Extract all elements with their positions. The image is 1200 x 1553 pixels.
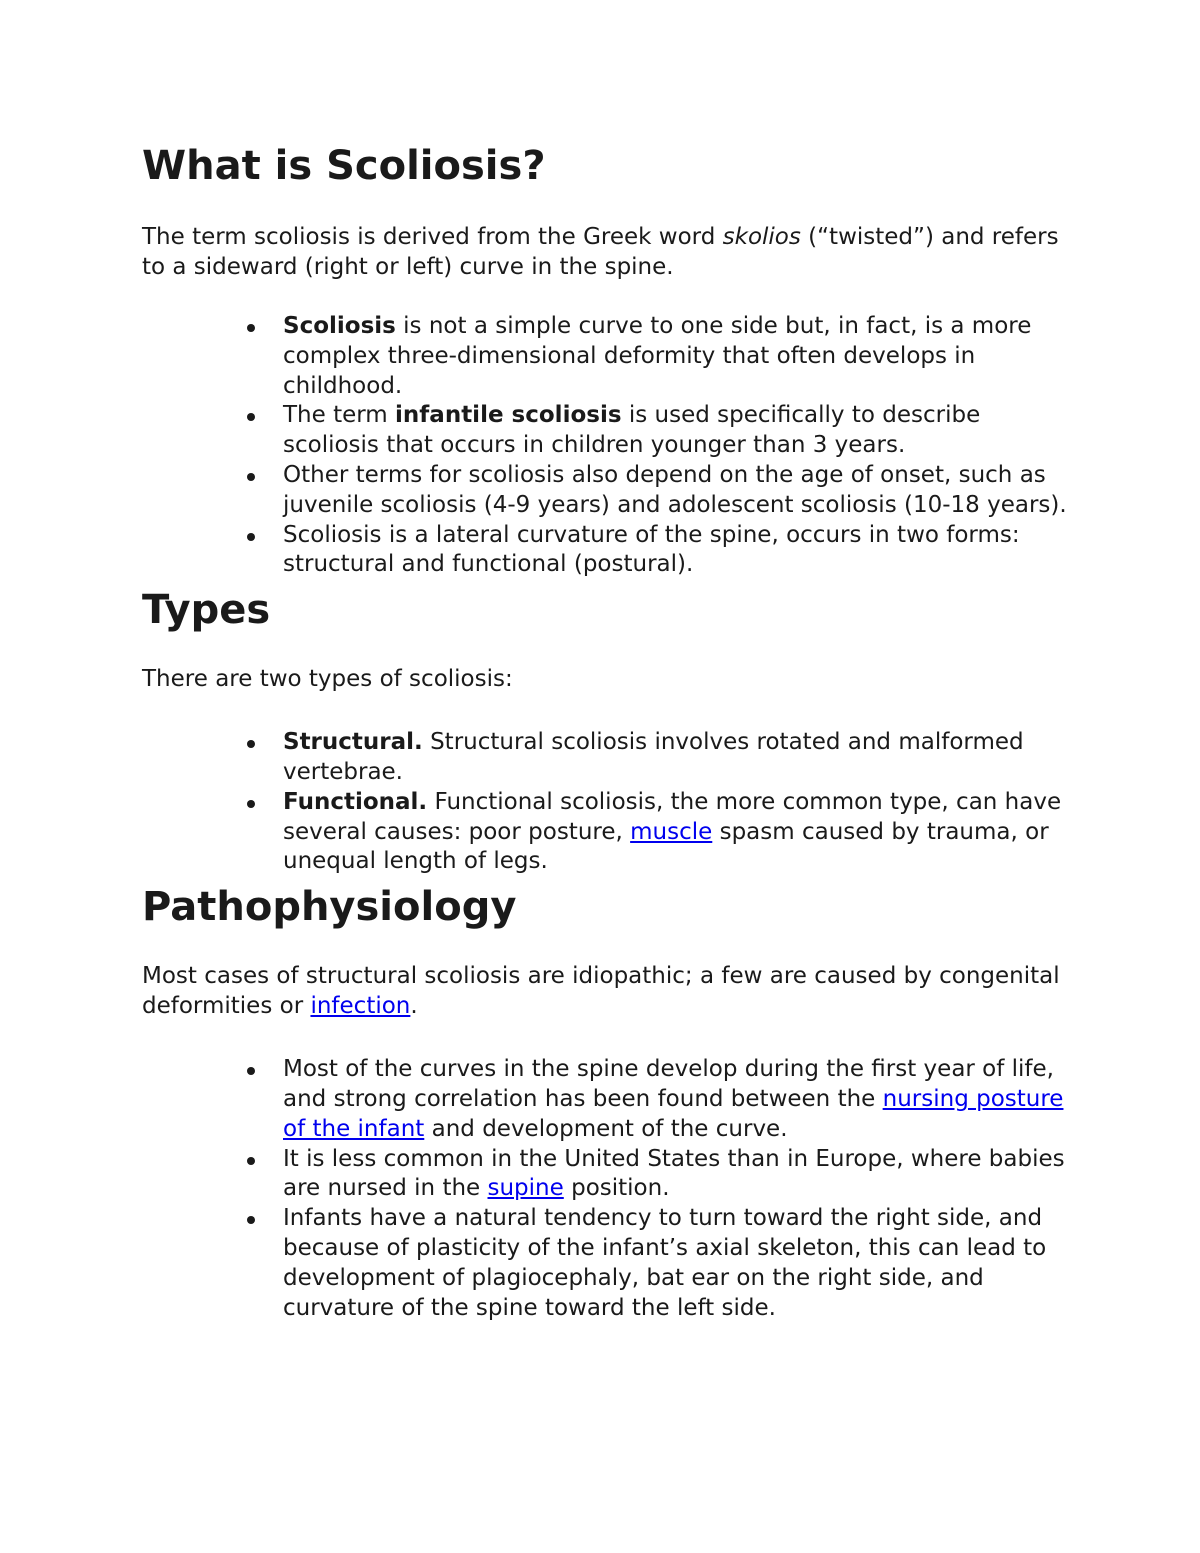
types-intro: There are two types of scoliosis: (142, 666, 513, 693)
list-item (283, 312, 1067, 401)
intro-text-2: (“twisted”) and refers to a sideward (right or left) curve in the spine. (142, 224, 1059, 280)
list-item (283, 1145, 1067, 1205)
item-text: Scoliosis is a lateral curvature of the spine, occurs in two forms: structural and functional (postural). (283, 521, 1020, 578)
heading-pathophysiology: Pathophysiology (142, 884, 517, 931)
intro-text-1: Most cases of structural scoliosis are idiopathic; a few are caused by congenital deformities or (142, 963, 1060, 1020)
item-text: position. (563, 1175, 670, 1202)
supine-link[interactable]: supine (487, 1175, 564, 1202)
document-page (142, 140, 1067, 1323)
intro-paragraph (142, 222, 1067, 282)
list-item (283, 401, 1067, 461)
what-bullet-list (142, 312, 1067, 580)
item-text: Functional scoliosis, the more common type, can have several causes: poor posture, (283, 788, 1062, 845)
item-text: Infants have a natural tendency to turn toward the right side, and because of plasticity of the infant’s axial skeleton, this can lead to development of plagiocephaly, bat ear on the right side, and curvature of the spine toward the left side. (283, 1205, 1047, 1321)
item-text: Most of the curves in the spine develop during the first year of life, and strong correlation has been found between the (283, 1056, 1054, 1112)
item-text: spasm caused by trauma, or unequal length of legs. (283, 818, 1049, 875)
item-text: Other terms for scoliosis also depend on the age of onset, such as juvenile scoliosis (4-9 years) and adolescent scoliosis (10-18 years). (283, 461, 1067, 518)
bold-term: Functional. (283, 788, 428, 815)
heading-types: Types (142, 587, 271, 634)
intro-greek-word: skolios (722, 224, 801, 250)
types-bullet-list (142, 728, 1067, 877)
item-text: and development of the curve. (424, 1115, 788, 1142)
item-text: is used specifically to describe scoliosis that occurs in children younger than 3 years. (283, 402, 981, 459)
list-item (283, 461, 1067, 521)
infection-link[interactable]: infection (310, 993, 411, 1020)
intro-text-2: . (410, 993, 418, 1020)
list-item (283, 521, 1067, 581)
muscle-link[interactable]: muscle (630, 818, 713, 845)
list-item (283, 788, 1067, 877)
bold-term: infantile scoliosis (395, 402, 622, 429)
bold-term: Structural. (283, 729, 423, 756)
item-text: Structural scoliosis involves rotated and malformed vertebrae. (283, 729, 1024, 785)
patho-intro (142, 961, 1067, 1021)
intro-text-1: The term scoliosis is derived from the Greek word (142, 224, 723, 250)
nursing-posture-link[interactable]: nursing posture of the infant (283, 1085, 1064, 1142)
item-text: The term (283, 402, 396, 429)
item-text: It is less common in the United States than in Europe, where babies are nursed in the (283, 1145, 1065, 1202)
list-item (283, 1204, 1067, 1323)
item-text: is not a simple curve to one side but, in fact, is a more complex three-dimensional deformity that often develops in childhood. (283, 313, 1032, 399)
list-item (283, 728, 1067, 788)
list-item (283, 1055, 1067, 1144)
bold-term: Scoliosis (283, 313, 396, 339)
patho-bullet-list (142, 1055, 1067, 1323)
heading-what-is-scoliosis: What is Scoliosis? (142, 143, 546, 189)
